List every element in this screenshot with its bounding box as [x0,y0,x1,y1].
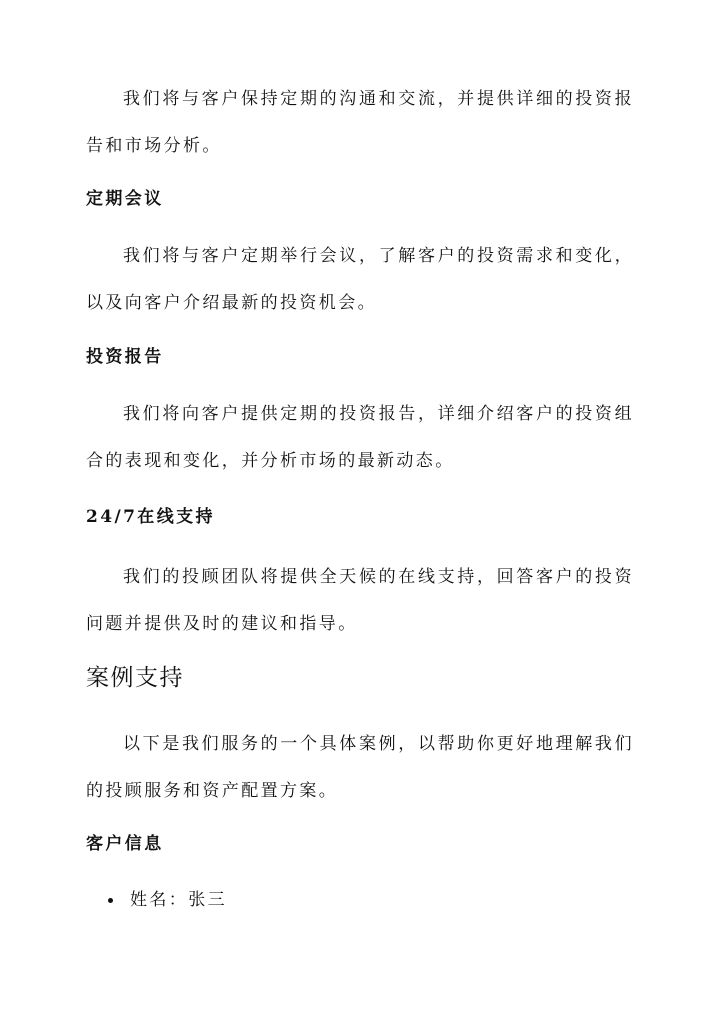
client-info-heading: 客户信息 [86,834,164,854]
investment-reports-paragraph: 我们将向客户提供定期的投资报告，详细介绍客户的投资组合的表现和变化，并分析市场的最新动态。 [86,404,634,471]
client-name-text: 姓名：张三 [130,890,227,910]
list-item [86,887,227,913]
online-support-paragraph: 我们的投顾团队将提供全天候的在线支持，回答客户的投资问题并提供及时的建议和指导。 [86,567,634,634]
regular-meetings-heading: 定期会议 [86,189,164,209]
regular-meetings-paragraph: 我们将与客户定期举行会议，了解客户的投资需求和变化，以及向客户介绍最新的投资机会。 [86,246,634,313]
online-support-heading: 24/7在线支持 [86,507,215,527]
communication-paragraph: 我们将与客户保持定期的沟通和交流，并提供详细的投资报告和市场分析。 [86,89,634,156]
case-support-title: 案例支持 [86,665,184,691]
client-info-list [86,887,227,913]
case-intro-paragraph: 以下是我们服务的一个具体案例，以帮助你更好地理解我们的投顾服务和资产配置方案。 [86,734,634,801]
investment-reports-heading: 投资报告 [86,347,164,367]
bullet-icon [108,898,113,903]
